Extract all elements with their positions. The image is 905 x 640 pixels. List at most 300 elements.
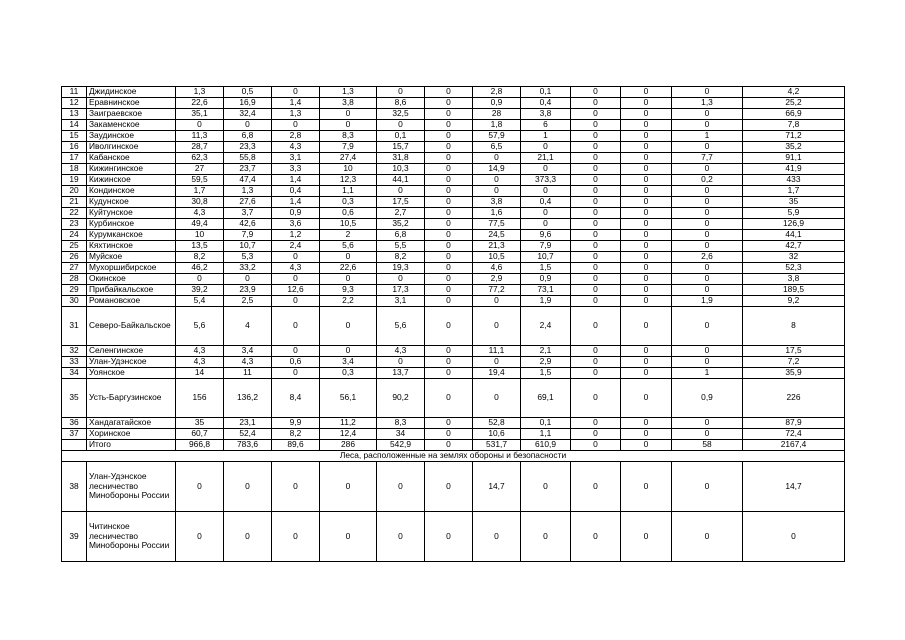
row-number-cell: 23 bbox=[62, 219, 87, 230]
value-cell: 1,3 bbox=[224, 186, 272, 197]
value-cell: 966,8 bbox=[176, 440, 224, 451]
value-cell: 0 bbox=[571, 109, 621, 120]
value-cell: 42,7 bbox=[743, 241, 845, 252]
value-cell: 52,3 bbox=[743, 263, 845, 274]
row-number-cell: 11 bbox=[62, 87, 87, 98]
value-cell: 7,2 bbox=[743, 357, 845, 368]
value-cell: 1,8 bbox=[473, 120, 521, 131]
table-row bbox=[62, 153, 845, 164]
value-cell: 17,3 bbox=[377, 285, 425, 296]
row-number-cell: 38 bbox=[62, 462, 87, 512]
value-cell: 72,4 bbox=[743, 429, 845, 440]
district-name-cell: Курбинское bbox=[87, 219, 176, 230]
value-cell: 0 bbox=[571, 230, 621, 241]
value-cell: 0,1 bbox=[377, 131, 425, 142]
district-name-cell: Уоянское bbox=[87, 368, 176, 379]
value-cell: 3,3 bbox=[272, 164, 320, 175]
value-cell: 783,6 bbox=[224, 440, 272, 451]
district-name-cell: Кижинское bbox=[87, 175, 176, 186]
value-cell: 8,3 bbox=[377, 418, 425, 429]
value-cell: 0 bbox=[224, 120, 272, 131]
value-cell: 77,2 bbox=[473, 285, 521, 296]
value-cell: 0 bbox=[571, 346, 621, 357]
row-number-cell: 12 bbox=[62, 98, 87, 109]
value-cell: 77,5 bbox=[473, 219, 521, 230]
value-cell: 62,3 bbox=[176, 153, 224, 164]
value-cell: 0 bbox=[571, 462, 621, 512]
value-cell: 0,9 bbox=[672, 379, 743, 418]
value-cell: 10,3 bbox=[377, 164, 425, 175]
value-cell: 9,2 bbox=[743, 296, 845, 307]
value-cell: 41,9 bbox=[743, 164, 845, 175]
value-cell: 4,3 bbox=[176, 208, 224, 219]
table-row bbox=[62, 164, 845, 175]
value-cell: 35 bbox=[176, 418, 224, 429]
value-cell: 22,6 bbox=[176, 98, 224, 109]
value-cell: 32 bbox=[743, 252, 845, 263]
value-cell: 10 bbox=[176, 230, 224, 241]
value-cell: 2,4 bbox=[521, 307, 571, 346]
value-cell: 0 bbox=[571, 219, 621, 230]
value-cell: 47,4 bbox=[224, 175, 272, 186]
value-cell: 0 bbox=[621, 346, 672, 357]
value-cell: 4,3 bbox=[272, 263, 320, 274]
value-cell: 44,1 bbox=[377, 175, 425, 186]
value-cell: 0 bbox=[621, 368, 672, 379]
value-cell: 0,9 bbox=[521, 274, 571, 285]
value-cell: 0 bbox=[425, 87, 473, 98]
value-cell: 0 bbox=[521, 219, 571, 230]
value-cell: 0,2 bbox=[672, 175, 743, 186]
value-cell: 10,5 bbox=[320, 219, 377, 230]
table-row bbox=[62, 98, 845, 109]
value-cell: 0 bbox=[672, 87, 743, 98]
value-cell: 0 bbox=[320, 346, 377, 357]
row-number-cell: 35 bbox=[62, 379, 87, 418]
value-cell: 2,6 bbox=[672, 252, 743, 263]
value-cell: 10,6 bbox=[473, 429, 521, 440]
value-cell: 42,6 bbox=[224, 219, 272, 230]
value-cell: 4,3 bbox=[377, 346, 425, 357]
value-cell: 0 bbox=[621, 252, 672, 263]
value-cell: 5,6 bbox=[176, 307, 224, 346]
table-row bbox=[62, 120, 845, 131]
value-cell: 21,3 bbox=[473, 241, 521, 252]
value-cell: 2,8 bbox=[473, 87, 521, 98]
table-row bbox=[62, 186, 845, 197]
district-name-cell: Кудунское bbox=[87, 197, 176, 208]
value-cell: 0 bbox=[621, 241, 672, 252]
value-cell: 0 bbox=[224, 462, 272, 512]
table-row bbox=[62, 274, 845, 285]
district-name-cell: Итого bbox=[87, 440, 176, 451]
district-name-cell: Курумканское bbox=[87, 230, 176, 241]
value-cell: 1,1 bbox=[320, 186, 377, 197]
value-cell: 0 bbox=[272, 274, 320, 285]
value-cell: 27 bbox=[176, 164, 224, 175]
forest-data-table bbox=[61, 86, 845, 562]
table-body bbox=[62, 87, 845, 562]
value-cell: 2,8 bbox=[272, 131, 320, 142]
value-cell: 8,4 bbox=[272, 379, 320, 418]
value-cell: 156 bbox=[176, 379, 224, 418]
value-cell: 1,3 bbox=[320, 87, 377, 98]
value-cell: 3,6 bbox=[272, 219, 320, 230]
value-cell: 10 bbox=[320, 164, 377, 175]
row-number-cell: 16 bbox=[62, 142, 87, 153]
table-row bbox=[62, 175, 845, 186]
table-row bbox=[62, 512, 845, 562]
value-cell: 0 bbox=[621, 208, 672, 219]
value-cell: 0 bbox=[272, 252, 320, 263]
value-cell: 57,9 bbox=[473, 131, 521, 142]
value-cell: 12,3 bbox=[320, 175, 377, 186]
value-cell: 52,8 bbox=[473, 418, 521, 429]
value-cell: 0 bbox=[425, 230, 473, 241]
value-cell: 0 bbox=[320, 252, 377, 263]
row-number-cell: 26 bbox=[62, 252, 87, 263]
value-cell: 0 bbox=[425, 252, 473, 263]
value-cell: 0 bbox=[621, 285, 672, 296]
value-cell: 0 bbox=[571, 142, 621, 153]
value-cell: 0 bbox=[521, 512, 571, 562]
value-cell: 0 bbox=[571, 512, 621, 562]
value-cell: 11,3 bbox=[176, 131, 224, 142]
value-cell: 0 bbox=[621, 98, 672, 109]
value-cell: 0 bbox=[621, 307, 672, 346]
district-name-cell: Хандагатайское bbox=[87, 418, 176, 429]
value-cell: 35 bbox=[743, 197, 845, 208]
value-cell: 0,9 bbox=[473, 98, 521, 109]
value-cell: 0 bbox=[621, 109, 672, 120]
district-name-cell: Закаменское bbox=[87, 120, 176, 131]
value-cell: 0 bbox=[521, 208, 571, 219]
value-cell: 0,6 bbox=[272, 357, 320, 368]
district-name-cell: Усть-Баргузинское bbox=[87, 379, 176, 418]
value-cell: 32,4 bbox=[224, 109, 272, 120]
value-cell: 19,4 bbox=[473, 368, 521, 379]
value-cell: 2,2 bbox=[320, 296, 377, 307]
value-cell: 0 bbox=[621, 296, 672, 307]
value-cell: 0 bbox=[425, 418, 473, 429]
value-cell: 17,5 bbox=[377, 197, 425, 208]
value-cell: 0,6 bbox=[320, 208, 377, 219]
value-cell: 0 bbox=[272, 346, 320, 357]
value-cell: 0,9 bbox=[272, 208, 320, 219]
value-cell: 0,4 bbox=[521, 197, 571, 208]
value-cell: 10,7 bbox=[224, 241, 272, 252]
value-cell: 0 bbox=[473, 296, 521, 307]
value-cell: 23,9 bbox=[224, 285, 272, 296]
value-cell: 35,1 bbox=[176, 109, 224, 120]
value-cell: 0 bbox=[425, 357, 473, 368]
table-row bbox=[62, 252, 845, 263]
value-cell: 0 bbox=[571, 418, 621, 429]
value-cell: 9,6 bbox=[521, 230, 571, 241]
value-cell: 35,9 bbox=[743, 368, 845, 379]
table-row bbox=[62, 379, 845, 418]
value-cell: 0 bbox=[621, 142, 672, 153]
value-cell: 33,2 bbox=[224, 263, 272, 274]
table-row bbox=[62, 142, 845, 153]
value-cell: 0 bbox=[571, 307, 621, 346]
value-cell: 1,4 bbox=[272, 175, 320, 186]
value-cell: 87,9 bbox=[743, 418, 845, 429]
value-cell: 0 bbox=[272, 296, 320, 307]
value-cell: 0 bbox=[377, 186, 425, 197]
table-row bbox=[62, 197, 845, 208]
value-cell: 5,4 bbox=[176, 296, 224, 307]
value-cell: 0 bbox=[672, 109, 743, 120]
value-cell: 12,4 bbox=[320, 429, 377, 440]
value-cell: 0 bbox=[425, 153, 473, 164]
value-cell: 0 bbox=[377, 462, 425, 512]
district-name-cell: Муйское bbox=[87, 252, 176, 263]
value-cell: 15,7 bbox=[377, 142, 425, 153]
value-cell: 0,1 bbox=[521, 87, 571, 98]
value-cell: 0 bbox=[473, 512, 521, 562]
district-name-cell: Улан-Удэнское лесничество Минобороны России bbox=[87, 462, 176, 512]
district-name-cell: Окинское bbox=[87, 274, 176, 285]
district-name-cell: Романовское bbox=[87, 296, 176, 307]
value-cell: 0 bbox=[621, 153, 672, 164]
table-row bbox=[62, 357, 845, 368]
value-cell: 1,7 bbox=[176, 186, 224, 197]
value-cell: 0 bbox=[672, 307, 743, 346]
value-cell: 0 bbox=[621, 462, 672, 512]
value-cell: 0 bbox=[425, 379, 473, 418]
value-cell: 25,2 bbox=[743, 98, 845, 109]
value-cell: 10,7 bbox=[521, 252, 571, 263]
value-cell: 32,5 bbox=[377, 109, 425, 120]
district-name-cell: Заиграевское bbox=[87, 109, 176, 120]
district-name-cell: Прибайкальское bbox=[87, 285, 176, 296]
value-cell: 0 bbox=[425, 186, 473, 197]
value-cell: 0 bbox=[425, 120, 473, 131]
value-cell: 2 bbox=[320, 230, 377, 241]
value-cell: 0 bbox=[320, 307, 377, 346]
value-cell: 0 bbox=[571, 175, 621, 186]
value-cell: 4,3 bbox=[176, 357, 224, 368]
section-title: Леса, расположенные на землях обороны и безопасности bbox=[62, 451, 845, 462]
row-number-cell: 36 bbox=[62, 418, 87, 429]
district-name-cell: Улан-Удэнское bbox=[87, 357, 176, 368]
value-cell: 0 bbox=[425, 307, 473, 346]
table-row bbox=[62, 440, 845, 451]
district-name-cell: Кондинское bbox=[87, 186, 176, 197]
value-cell: 2,1 bbox=[521, 346, 571, 357]
value-cell: 0 bbox=[672, 357, 743, 368]
value-cell: 5,6 bbox=[377, 307, 425, 346]
row-number-cell: 33 bbox=[62, 357, 87, 368]
row-number-cell: 18 bbox=[62, 164, 87, 175]
value-cell: 5,6 bbox=[320, 241, 377, 252]
value-cell: 0 bbox=[425, 263, 473, 274]
value-cell: 23,7 bbox=[224, 164, 272, 175]
value-cell: 13,7 bbox=[377, 368, 425, 379]
value-cell: 0 bbox=[621, 357, 672, 368]
value-cell: 0 bbox=[621, 429, 672, 440]
district-name-cell: Заудинское bbox=[87, 131, 176, 142]
value-cell: 0 bbox=[571, 208, 621, 219]
value-cell: 0 bbox=[621, 164, 672, 175]
value-cell: 2,9 bbox=[521, 357, 571, 368]
value-cell: 0 bbox=[521, 142, 571, 153]
table-row bbox=[62, 368, 845, 379]
value-cell: 0 bbox=[571, 241, 621, 252]
row-number-cell: 19 bbox=[62, 175, 87, 186]
value-cell: 0 bbox=[571, 153, 621, 164]
value-cell: 0 bbox=[425, 462, 473, 512]
value-cell: 7,7 bbox=[672, 153, 743, 164]
value-cell: 0 bbox=[425, 429, 473, 440]
table-row bbox=[62, 109, 845, 120]
value-cell: 69,1 bbox=[521, 379, 571, 418]
value-cell: 6 bbox=[521, 120, 571, 131]
row-number-cell: 17 bbox=[62, 153, 87, 164]
value-cell: 0 bbox=[672, 418, 743, 429]
section-header-row bbox=[62, 451, 845, 462]
value-cell: 0 bbox=[621, 175, 672, 186]
value-cell: 4,6 bbox=[473, 263, 521, 274]
value-cell: 0 bbox=[571, 87, 621, 98]
value-cell: 0 bbox=[621, 219, 672, 230]
value-cell: 0 bbox=[672, 120, 743, 131]
value-cell: 7,9 bbox=[521, 241, 571, 252]
value-cell: 0 bbox=[272, 120, 320, 131]
value-cell: 0 bbox=[473, 379, 521, 418]
value-cell: 0 bbox=[743, 512, 845, 562]
value-cell: 0 bbox=[425, 175, 473, 186]
value-cell: 0 bbox=[425, 131, 473, 142]
value-cell: 0 bbox=[473, 357, 521, 368]
row-number-cell: 15 bbox=[62, 131, 87, 142]
value-cell: 0 bbox=[571, 120, 621, 131]
value-cell: 0 bbox=[571, 368, 621, 379]
value-cell: 2,7 bbox=[377, 208, 425, 219]
value-cell: 0 bbox=[621, 418, 672, 429]
value-cell: 0 bbox=[425, 296, 473, 307]
value-cell: 66,9 bbox=[743, 109, 845, 120]
value-cell: 226 bbox=[743, 379, 845, 418]
value-cell: 0 bbox=[425, 219, 473, 230]
row-number-cell: 22 bbox=[62, 208, 87, 219]
value-cell: 0,5 bbox=[224, 87, 272, 98]
value-cell: 0 bbox=[425, 208, 473, 219]
value-cell: 46,2 bbox=[176, 263, 224, 274]
value-cell: 0 bbox=[571, 429, 621, 440]
value-cell: 0 bbox=[672, 274, 743, 285]
value-cell: 0,4 bbox=[521, 98, 571, 109]
row-number-cell: 24 bbox=[62, 230, 87, 241]
value-cell: 0 bbox=[425, 274, 473, 285]
value-cell: 13,5 bbox=[176, 241, 224, 252]
value-cell: 0 bbox=[621, 263, 672, 274]
district-name-cell: Еравнинское bbox=[87, 98, 176, 109]
value-cell: 58 bbox=[672, 440, 743, 451]
value-cell: 22,6 bbox=[320, 263, 377, 274]
value-cell: 0 bbox=[571, 197, 621, 208]
value-cell: 0 bbox=[377, 120, 425, 131]
value-cell: 0 bbox=[377, 87, 425, 98]
value-cell: 0 bbox=[621, 230, 672, 241]
table-row bbox=[62, 263, 845, 274]
value-cell: 0 bbox=[571, 131, 621, 142]
value-cell: 126,9 bbox=[743, 219, 845, 230]
value-cell: 3,8 bbox=[473, 197, 521, 208]
value-cell: 0 bbox=[571, 357, 621, 368]
value-cell: 0 bbox=[272, 307, 320, 346]
value-cell: 3,8 bbox=[521, 109, 571, 120]
value-cell: 1,2 bbox=[272, 230, 320, 241]
value-cell: 3,4 bbox=[224, 346, 272, 357]
value-cell: 35,2 bbox=[377, 219, 425, 230]
value-cell: 14 bbox=[176, 368, 224, 379]
value-cell: 0 bbox=[621, 274, 672, 285]
value-cell: 5,5 bbox=[377, 241, 425, 252]
value-cell: 16,9 bbox=[224, 98, 272, 109]
value-cell: 0 bbox=[320, 512, 377, 562]
value-cell: 0 bbox=[176, 274, 224, 285]
value-cell: 0 bbox=[425, 241, 473, 252]
value-cell: 0 bbox=[377, 357, 425, 368]
value-cell: 0 bbox=[176, 512, 224, 562]
value-cell: 1 bbox=[521, 131, 571, 142]
row-number-cell: 37 bbox=[62, 429, 87, 440]
value-cell: 4,2 bbox=[743, 87, 845, 98]
value-cell: 0 bbox=[473, 307, 521, 346]
value-cell: 0 bbox=[571, 186, 621, 197]
value-cell: 3,4 bbox=[320, 357, 377, 368]
table-row bbox=[62, 230, 845, 241]
value-cell: 0 bbox=[521, 164, 571, 175]
value-cell: 0 bbox=[377, 512, 425, 562]
value-cell: 4,3 bbox=[176, 346, 224, 357]
district-name-cell: Читинское лесничество Минобороны России bbox=[87, 512, 176, 562]
value-cell: 9,9 bbox=[272, 418, 320, 429]
value-cell: 23,1 bbox=[224, 418, 272, 429]
district-name-cell: Кабанское bbox=[87, 153, 176, 164]
value-cell: 7,9 bbox=[224, 230, 272, 241]
value-cell: 31,8 bbox=[377, 153, 425, 164]
value-cell: 0 bbox=[621, 186, 672, 197]
table-row bbox=[62, 307, 845, 346]
value-cell: 0 bbox=[571, 285, 621, 296]
value-cell: 5,9 bbox=[743, 208, 845, 219]
value-cell: 542,9 bbox=[377, 440, 425, 451]
value-cell: 0 bbox=[377, 274, 425, 285]
value-cell: 0,3 bbox=[320, 197, 377, 208]
row-number-cell: 20 bbox=[62, 186, 87, 197]
value-cell: 90,2 bbox=[377, 379, 425, 418]
value-cell: 1,3 bbox=[176, 87, 224, 98]
value-cell: 610,9 bbox=[521, 440, 571, 451]
district-name-cell: Джидинское bbox=[87, 87, 176, 98]
value-cell: 11 bbox=[224, 368, 272, 379]
value-cell: 0 bbox=[224, 274, 272, 285]
value-cell: 14,7 bbox=[473, 462, 521, 512]
value-cell: 0 bbox=[320, 274, 377, 285]
value-cell: 2167,4 bbox=[743, 440, 845, 451]
value-cell: 24,5 bbox=[473, 230, 521, 241]
value-cell: 2,5 bbox=[224, 296, 272, 307]
value-cell: 49,4 bbox=[176, 219, 224, 230]
value-cell: 60,7 bbox=[176, 429, 224, 440]
table-row bbox=[62, 87, 845, 98]
value-cell: 27,4 bbox=[320, 153, 377, 164]
value-cell: 286 bbox=[320, 440, 377, 451]
value-cell: 3,8 bbox=[743, 274, 845, 285]
